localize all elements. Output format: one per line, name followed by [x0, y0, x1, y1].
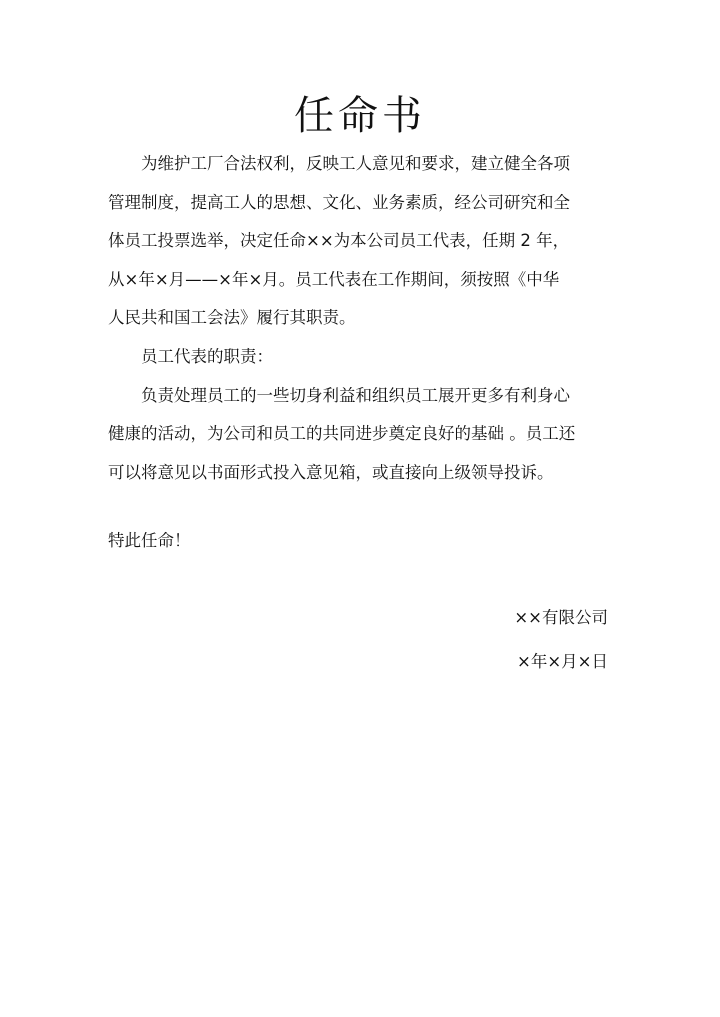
document-body — [108, 145, 628, 492]
paragraph-1-line-1: 为维护工厂合法权利，反映工人意见和要求，建立健全各项 — [141, 154, 570, 173]
paragraph-2-line-2: 健康的活动，为公司和员工的共同进步奠定良好的基础 。员工还 — [108, 424, 576, 444]
paragraph-1-line-2: 管理制度，提高工人的思想、文化、业务素质，经公司研究和全 — [108, 192, 570, 212]
signature-company: ××有限公司 — [514, 608, 608, 627]
document-title: 任命书 — [294, 93, 426, 139]
paragraph-1-line-4: 从×年×月——×年×月。员工代表在工作期间，须按照《中华 — [108, 269, 560, 289]
paragraph-1-line-5: 人民共和国工会法》履行其职责。 — [108, 308, 356, 328]
duties-heading: 员工代表的职责： — [141, 346, 273, 366]
paragraph-1-line-3: 体员工投票选举，决定任命××为本公司员工代表，任期 2 年， — [108, 231, 570, 251]
paragraph-2-line-3: 可以将意见以书面形式投入意见箱，或直接向上级领导投诉。 — [108, 462, 554, 482]
signature-date: ×年×月×日 — [517, 652, 608, 671]
paragraph-2-line-1: 负责处理员工的一些切身利益和组织员工展开更多有利身心 — [141, 385, 570, 405]
closing-statement: 特此任命！ — [108, 531, 191, 550]
signature-block — [514, 596, 608, 684]
